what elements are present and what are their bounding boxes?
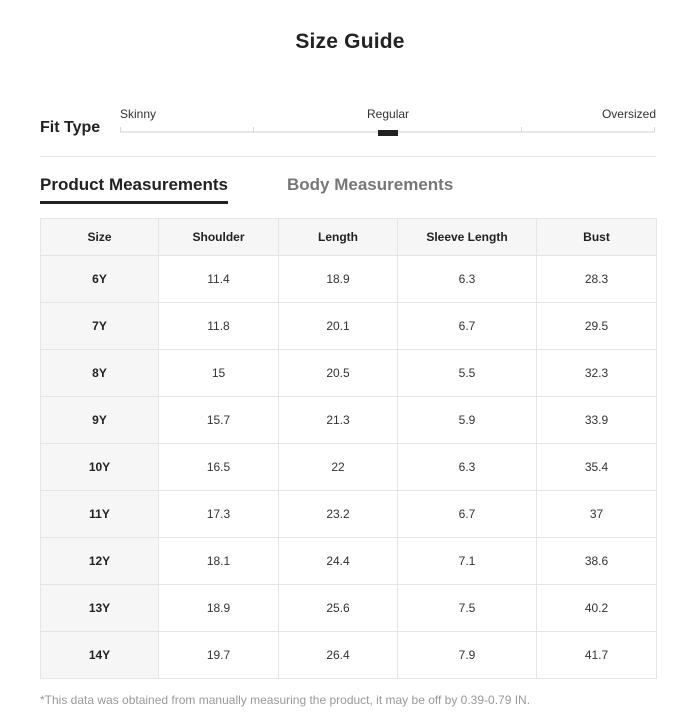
length-cell: 21.3 bbox=[279, 397, 398, 444]
table-row bbox=[41, 585, 657, 632]
length-cell: 20.1 bbox=[279, 303, 398, 350]
shoulder-cell: 11.4 bbox=[159, 256, 279, 303]
fit-scale-tick bbox=[521, 127, 522, 132]
length-cell: 24.4 bbox=[279, 538, 398, 585]
table-row bbox=[41, 350, 657, 397]
bust-cell: 38.6 bbox=[537, 538, 657, 585]
fit-option-oversized: Oversized bbox=[601, 107, 656, 121]
size-cell: 12Y bbox=[41, 538, 159, 585]
size-cell: 10Y bbox=[41, 444, 159, 491]
fit-option-skinny: Skinny bbox=[120, 107, 157, 121]
bust-cell: 33.9 bbox=[537, 397, 657, 444]
table-row bbox=[41, 256, 657, 303]
fit-scale-tick bbox=[253, 127, 254, 132]
size-cell: 8Y bbox=[41, 350, 159, 397]
bust-cell: 29.5 bbox=[537, 303, 657, 350]
sleeve-length-cell: 7.5 bbox=[398, 585, 537, 632]
bust-cell: 35.4 bbox=[537, 444, 657, 491]
size-cell: 9Y bbox=[41, 397, 159, 444]
length-cell: 22 bbox=[279, 444, 398, 491]
measurement-tabs bbox=[40, 175, 656, 205]
length-cell: 18.9 bbox=[279, 256, 398, 303]
table-row bbox=[41, 538, 657, 585]
measurement-footnote: *This data was obtained from manually measuring the product, it may be off by 0.39-0.79 IN. bbox=[40, 693, 531, 707]
size-cell: 11Y bbox=[41, 491, 159, 538]
bust-cell: 28.3 bbox=[537, 256, 657, 303]
length-cell: 25.6 bbox=[279, 585, 398, 632]
sleeve-length-cell: 7.9 bbox=[398, 632, 537, 679]
header-size: Size bbox=[41, 219, 159, 256]
header-length: Length bbox=[279, 219, 398, 256]
sleeve-length-cell: 6.3 bbox=[398, 444, 537, 491]
table-row bbox=[41, 632, 657, 679]
header-sleeve-length: Sleeve Length bbox=[398, 219, 537, 256]
header-shoulder: Shoulder bbox=[159, 219, 279, 256]
shoulder-cell: 11.8 bbox=[159, 303, 279, 350]
size-cell: 13Y bbox=[41, 585, 159, 632]
table-row bbox=[41, 491, 657, 538]
page-title: Size Guide bbox=[295, 30, 405, 53]
sleeve-length-cell: 5.9 bbox=[398, 397, 537, 444]
table-row bbox=[41, 303, 657, 350]
fit-scale-tick bbox=[120, 127, 121, 132]
size-cell: 14Y bbox=[41, 632, 159, 679]
sleeve-length-cell: 6.7 bbox=[398, 303, 537, 350]
sleeve-length-cell: 5.5 bbox=[398, 350, 537, 397]
bust-cell: 41.7 bbox=[537, 632, 657, 679]
fit-scale-track bbox=[120, 131, 655, 133]
sleeve-length-cell: 6.3 bbox=[398, 256, 537, 303]
table-row bbox=[41, 444, 657, 491]
size-table bbox=[40, 218, 657, 679]
sleeve-length-cell: 6.7 bbox=[398, 491, 537, 538]
fit-option-regular: Regular bbox=[367, 107, 410, 121]
size-cell: 7Y bbox=[41, 303, 159, 350]
fit-type-label: Fit Type bbox=[40, 119, 101, 136]
header-bust: Bust bbox=[537, 219, 657, 256]
tab-body-measurements[interactable]: Body Measurements bbox=[287, 175, 454, 194]
shoulder-cell: 18.1 bbox=[159, 538, 279, 585]
shoulder-cell: 16.5 bbox=[159, 444, 279, 491]
sleeve-length-cell: 7.1 bbox=[398, 538, 537, 585]
shoulder-cell: 18.9 bbox=[159, 585, 279, 632]
bust-cell: 40.2 bbox=[537, 585, 657, 632]
shoulder-cell: 17.3 bbox=[159, 491, 279, 538]
bust-cell: 37 bbox=[537, 491, 657, 538]
table-header-row bbox=[41, 219, 657, 256]
size-cell: 6Y bbox=[41, 256, 159, 303]
shoulder-cell: 19.7 bbox=[159, 632, 279, 679]
shoulder-cell: 15.7 bbox=[159, 397, 279, 444]
length-cell: 20.5 bbox=[279, 350, 398, 397]
length-cell: 26.4 bbox=[279, 632, 398, 679]
tab-product-measurements[interactable]: Product Measurements bbox=[40, 175, 228, 204]
fit-scale-marker bbox=[378, 130, 398, 136]
table-row bbox=[41, 397, 657, 444]
length-cell: 23.2 bbox=[279, 491, 398, 538]
bust-cell: 32.3 bbox=[537, 350, 657, 397]
shoulder-cell: 15 bbox=[159, 350, 279, 397]
fit-scale-tick bbox=[654, 127, 655, 132]
fit-type-selector bbox=[40, 100, 656, 157]
